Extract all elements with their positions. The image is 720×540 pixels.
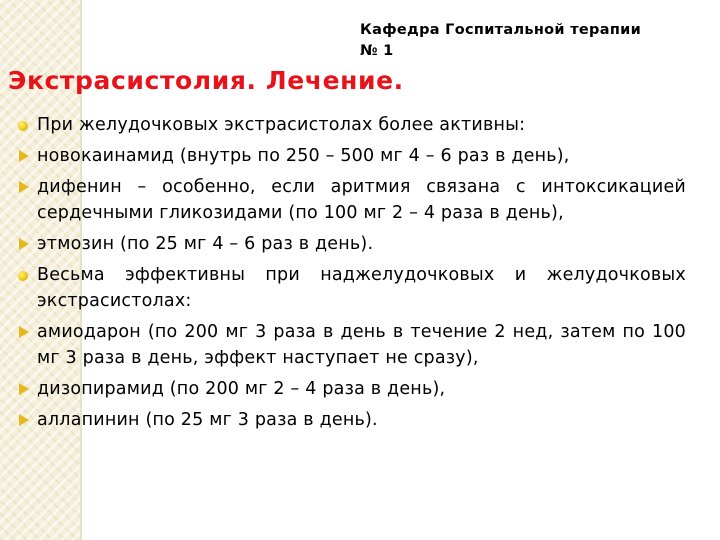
- arrow-bullet-icon: [19, 414, 29, 426]
- list-item: [18, 262, 686, 314]
- list-item: [18, 143, 686, 169]
- list-item: [18, 231, 686, 257]
- list-item: [18, 376, 686, 402]
- list-item-text: дизопирамид (по 200 мг 2 – 4 раза в день),: [37, 379, 446, 399]
- slide-title: Экстрасистолия. Лечение.: [8, 66, 404, 95]
- list-item-text: дифенин – особенно, если аритмия связана с интоксикацией сердечными гликозидами (по 100 мг 2 – 4 раза в день),: [37, 177, 686, 223]
- arrow-bullet-icon: [19, 181, 29, 193]
- list-item: [18, 407, 686, 433]
- list-item-text: амиодарон (по 200 мг 3 раза в день в течение 2 нед, затем по 100 мг 3 раза в день, эффект наступает не сразу),: [37, 322, 686, 368]
- arrow-bullet-icon: [19, 150, 29, 162]
- list-item: [18, 174, 686, 226]
- arrow-bullet-icon: [19, 383, 29, 395]
- list-item-text: аллапинин (по 25 мг 3 раза в день).: [37, 410, 378, 430]
- bullet-dot-icon: [18, 121, 28, 131]
- list-item-text: этмозин (по 25 мг 4 – 6 раз в день).: [37, 234, 374, 254]
- list-item-text: Весьма эффективны при наджелудочковых и желудочковых экстрасистолах:: [37, 265, 686, 311]
- list-item: [18, 319, 686, 371]
- list-item: [18, 112, 686, 138]
- arrow-bullet-icon: [19, 238, 29, 250]
- department-name: Кафедра Госпитальной терапии № 1: [360, 22, 642, 59]
- list-item-text: При желудочковых экстрасистолах более активны:: [37, 115, 526, 135]
- list-item-text: новокаинамид (внутрь по 250 – 500 мг 4 – 6 раз в день),: [37, 146, 570, 166]
- bullet-dot-icon: [18, 271, 28, 281]
- content-list: [18, 112, 686, 438]
- arrow-bullet-icon: [19, 326, 29, 338]
